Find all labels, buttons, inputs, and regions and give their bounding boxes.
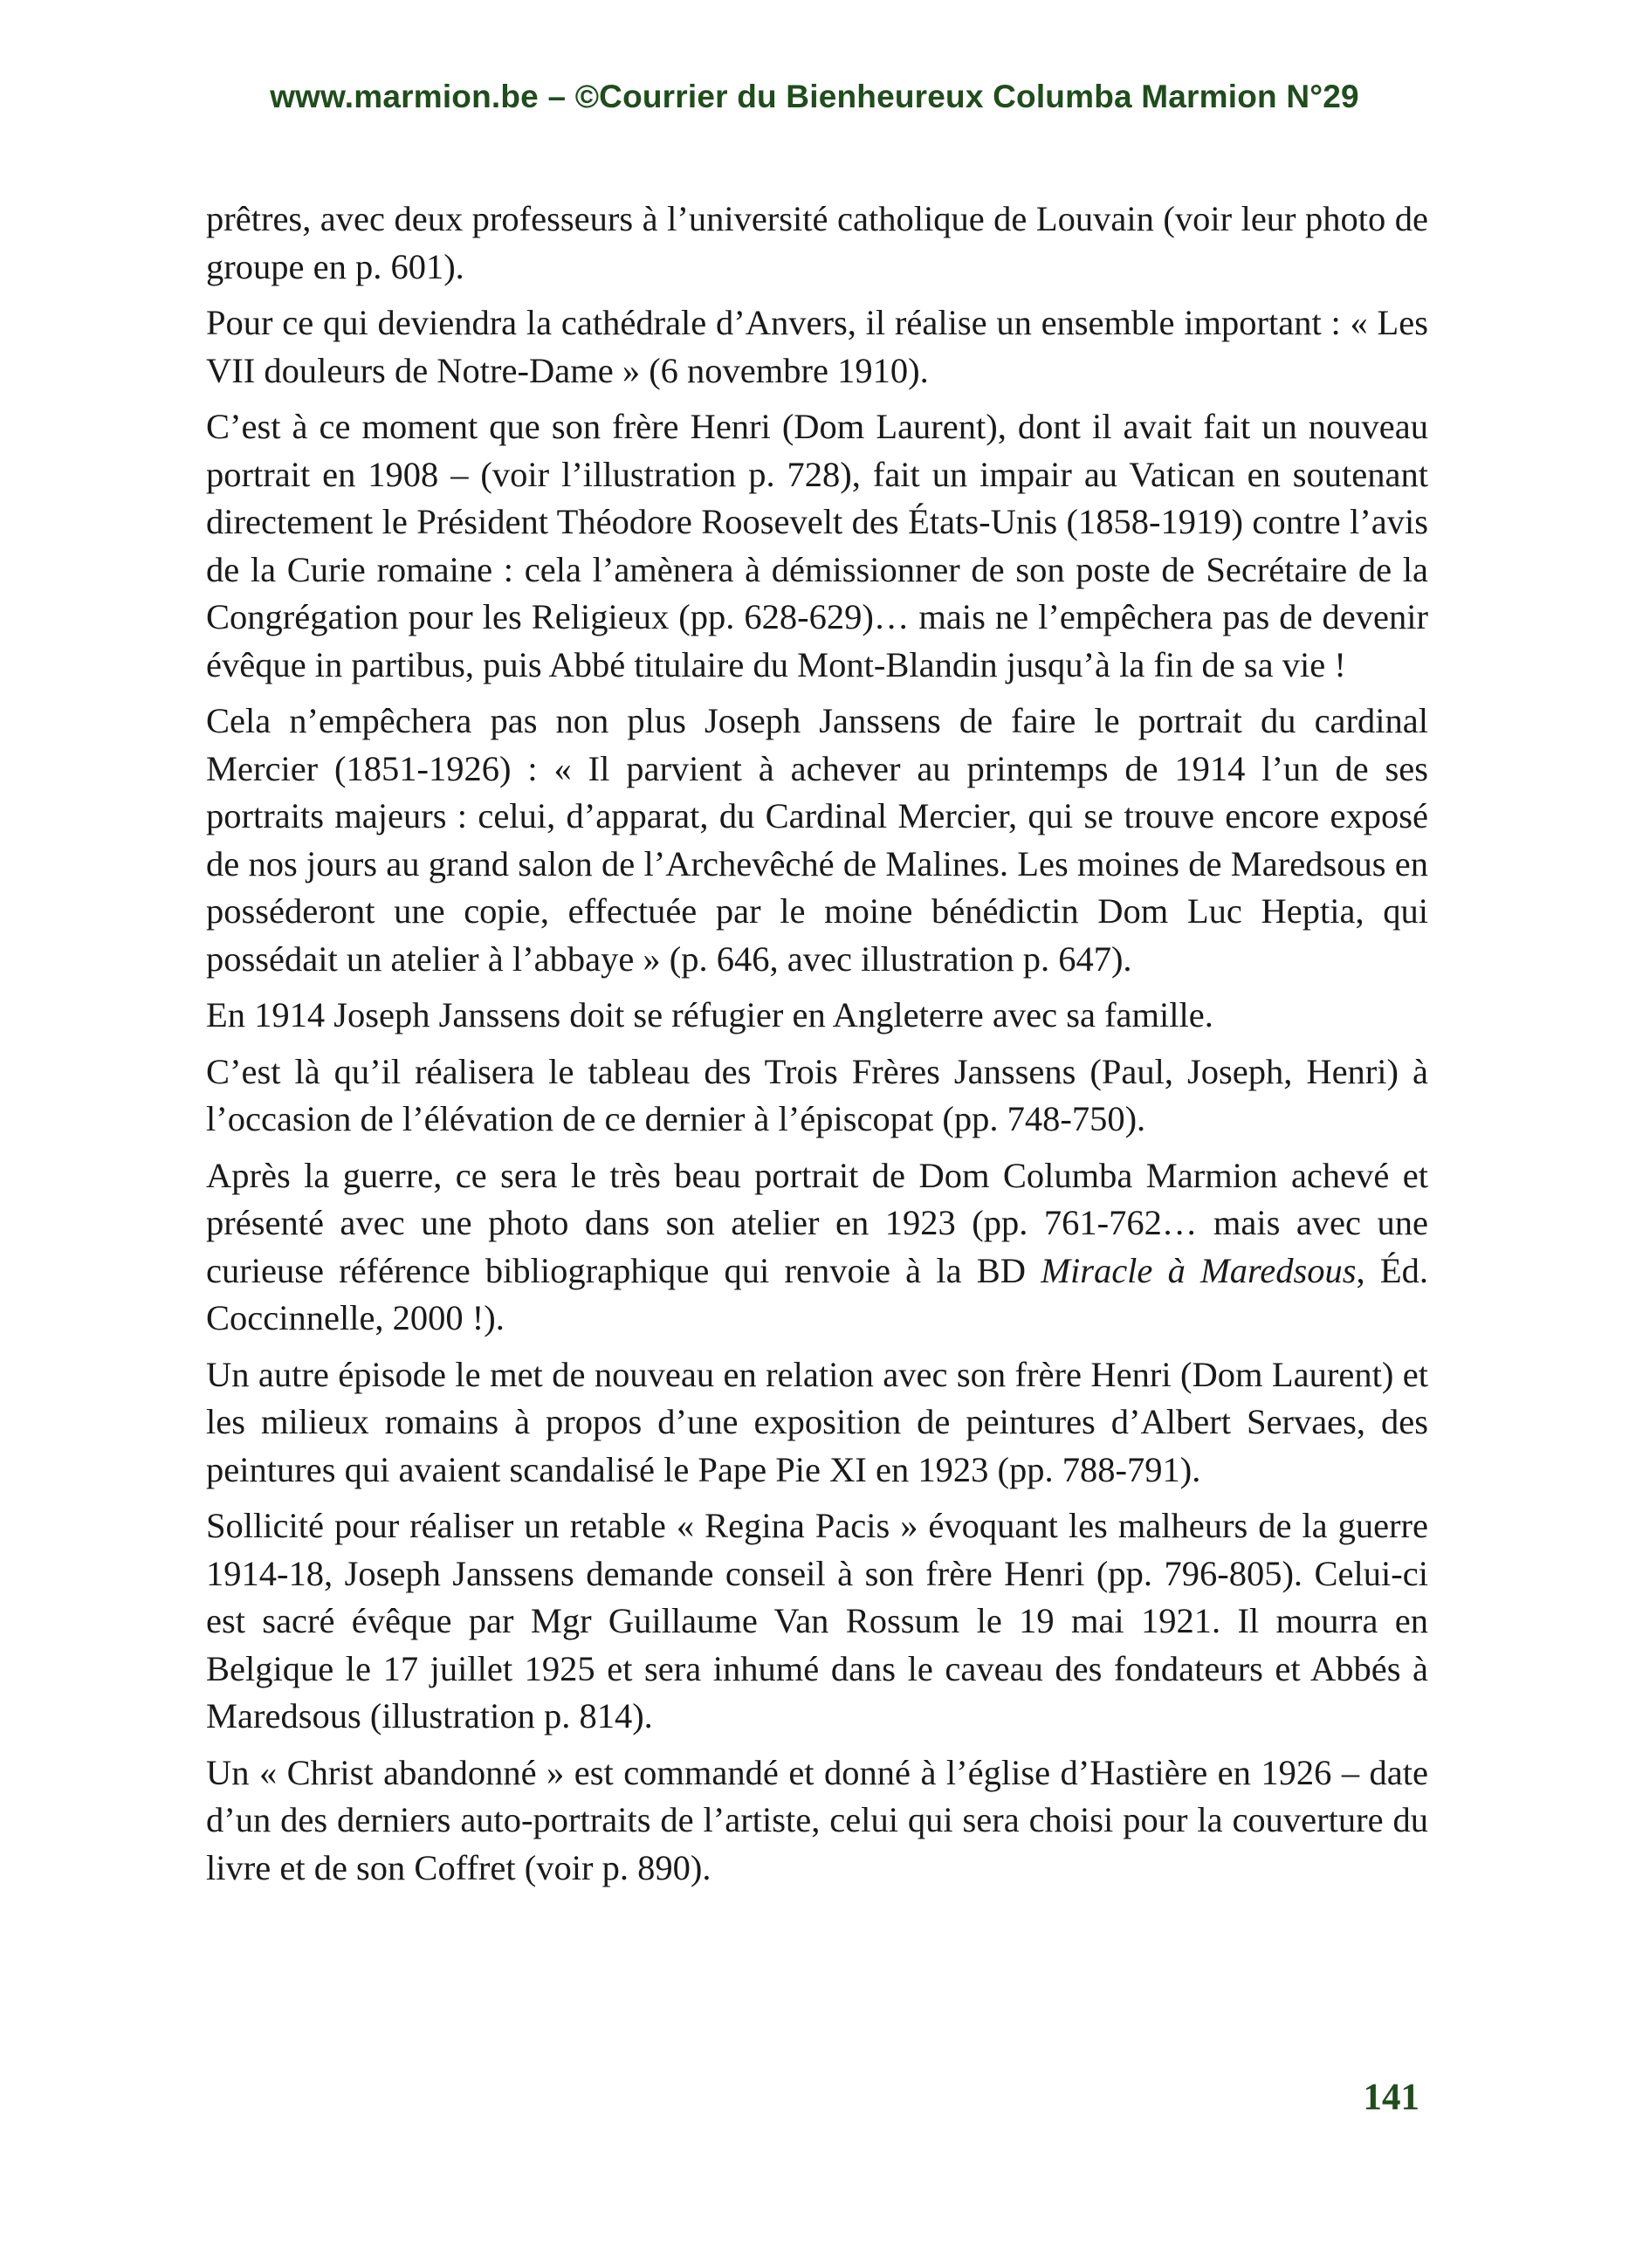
- paragraph-6: C’est là qu’il réalisera le tableau des Trois Frères Janssens (Paul, Joseph, Henri) à l’occasion de l’élévation de ce dernier à l’épiscopat (pp. 748-750).: [206, 1051, 1428, 1138]
- page-number: 141: [1363, 2077, 1419, 2118]
- paragraph-7-part-2: , Éd. Coccinnelle, 2000 !).: [206, 1250, 1428, 1337]
- paragraph-2: Pour ce qui deviendra la cathédrale d’Anvers, il réalise un ensemble important : « Les VII douleurs de Notre-Dame » (6 novembre 1910).: [206, 303, 1428, 390]
- paragraph-7: [206, 1152, 1428, 1343]
- article-body: [206, 196, 1428, 1900]
- paragraph-10: Un « Christ abandonné » est commandé et donné à l’église d’Hastière en 1926 – date d’un des derniers auto-portraits de l’artiste, celui qui sera choisi pour la couverture du livre et de son Coffret (voir p. 890).: [206, 1752, 1428, 1887]
- paragraph-5: En 1914 Joseph Janssens doit se réfugier en Angleterre avec sa famille.: [206, 995, 1213, 1034]
- paragraph-3: C’est à ce moment que son frère Henri (Dom Laurent), dont il avait fait un nouveau portrait en 1908 – (voir l’illustration p. 728), fait un impair au Vatican en soutenant directement le Président Théodore Roosevelt des États-Unis (1858-1919) contre l’avis de la Curie romaine : cela l’amènera à démissionner de son poste de Secrétaire de la Congrégation pour les Religieux (pp. 628-629)… mais ne l’empêchera pas de devenir évêque in partibus, puis Abbé titulaire du Mont-Blandin jusqu’à la fin de sa vie !: [206, 407, 1428, 684]
- paragraph-7-part-1: Après la guerre, ce sera le très beau portrait de Dom Columba Marmion achevé et présenté avec une photo dans son atelier en 1923 (pp. 761-762… mais avec une curieuse référence bibliographique qui renvoie à la BD: [206, 1155, 1428, 1290]
- paragraph-9: Sollicité pour réaliser un retable « Regina Pacis » évoquant les malheurs de la guerre 1914-18, Joseph Janssens demande conseil à son frère Henri (pp. 796-805). Celui-ci est sacré évêque par Mgr Guillaume Van Rossum le 19 mai 1921. Il mourra en Belgique le 17 juillet 1925 et sera inhumé dans le caveau des fondateurs et Abbés à Maredsous (illustration p. 814).: [206, 1506, 1428, 1735]
- paragraph-4: Cela n’empêchera pas non plus Joseph Janssens de faire le portrait du cardinal Mercier (1851-1926) : « Il parvient à achever au printemps de 1914 l’un de ses portraits majeurs : celui, d’apparat, du Cardinal Mercier, qui se trouve encore exposé de nos jours au grand salon de l’Archevêché de Malines. Les moines de Maredsous en posséderont une copie, effectuée par le moine bénédictin Dom Luc Heptia, qui possédait un atelier à l’abbaye » (p. 646, avec illustration p. 647).: [206, 701, 1428, 979]
- paragraph-8: Un autre épisode le met de nouveau en relation avec son frère Henri (Dom Laurent) et les milieux romains à propos d’une exposition de peintures d’Albert Servaes, des peintures qui avaient scandalisé le Pape Pie XI en 1923 (pp. 788-791).: [206, 1354, 1428, 1489]
- book-title-italic: Miracle à Maredsous: [1041, 1250, 1357, 1290]
- running-header: www.marmion.be – ©Courrier du Bienheureux Columba Marmion N°29: [270, 79, 1359, 114]
- paragraph-1: prêtres, avec deux professeurs à l’université catholique de Louvain (voir leur photo de groupe en p. 601).: [206, 199, 1428, 286]
